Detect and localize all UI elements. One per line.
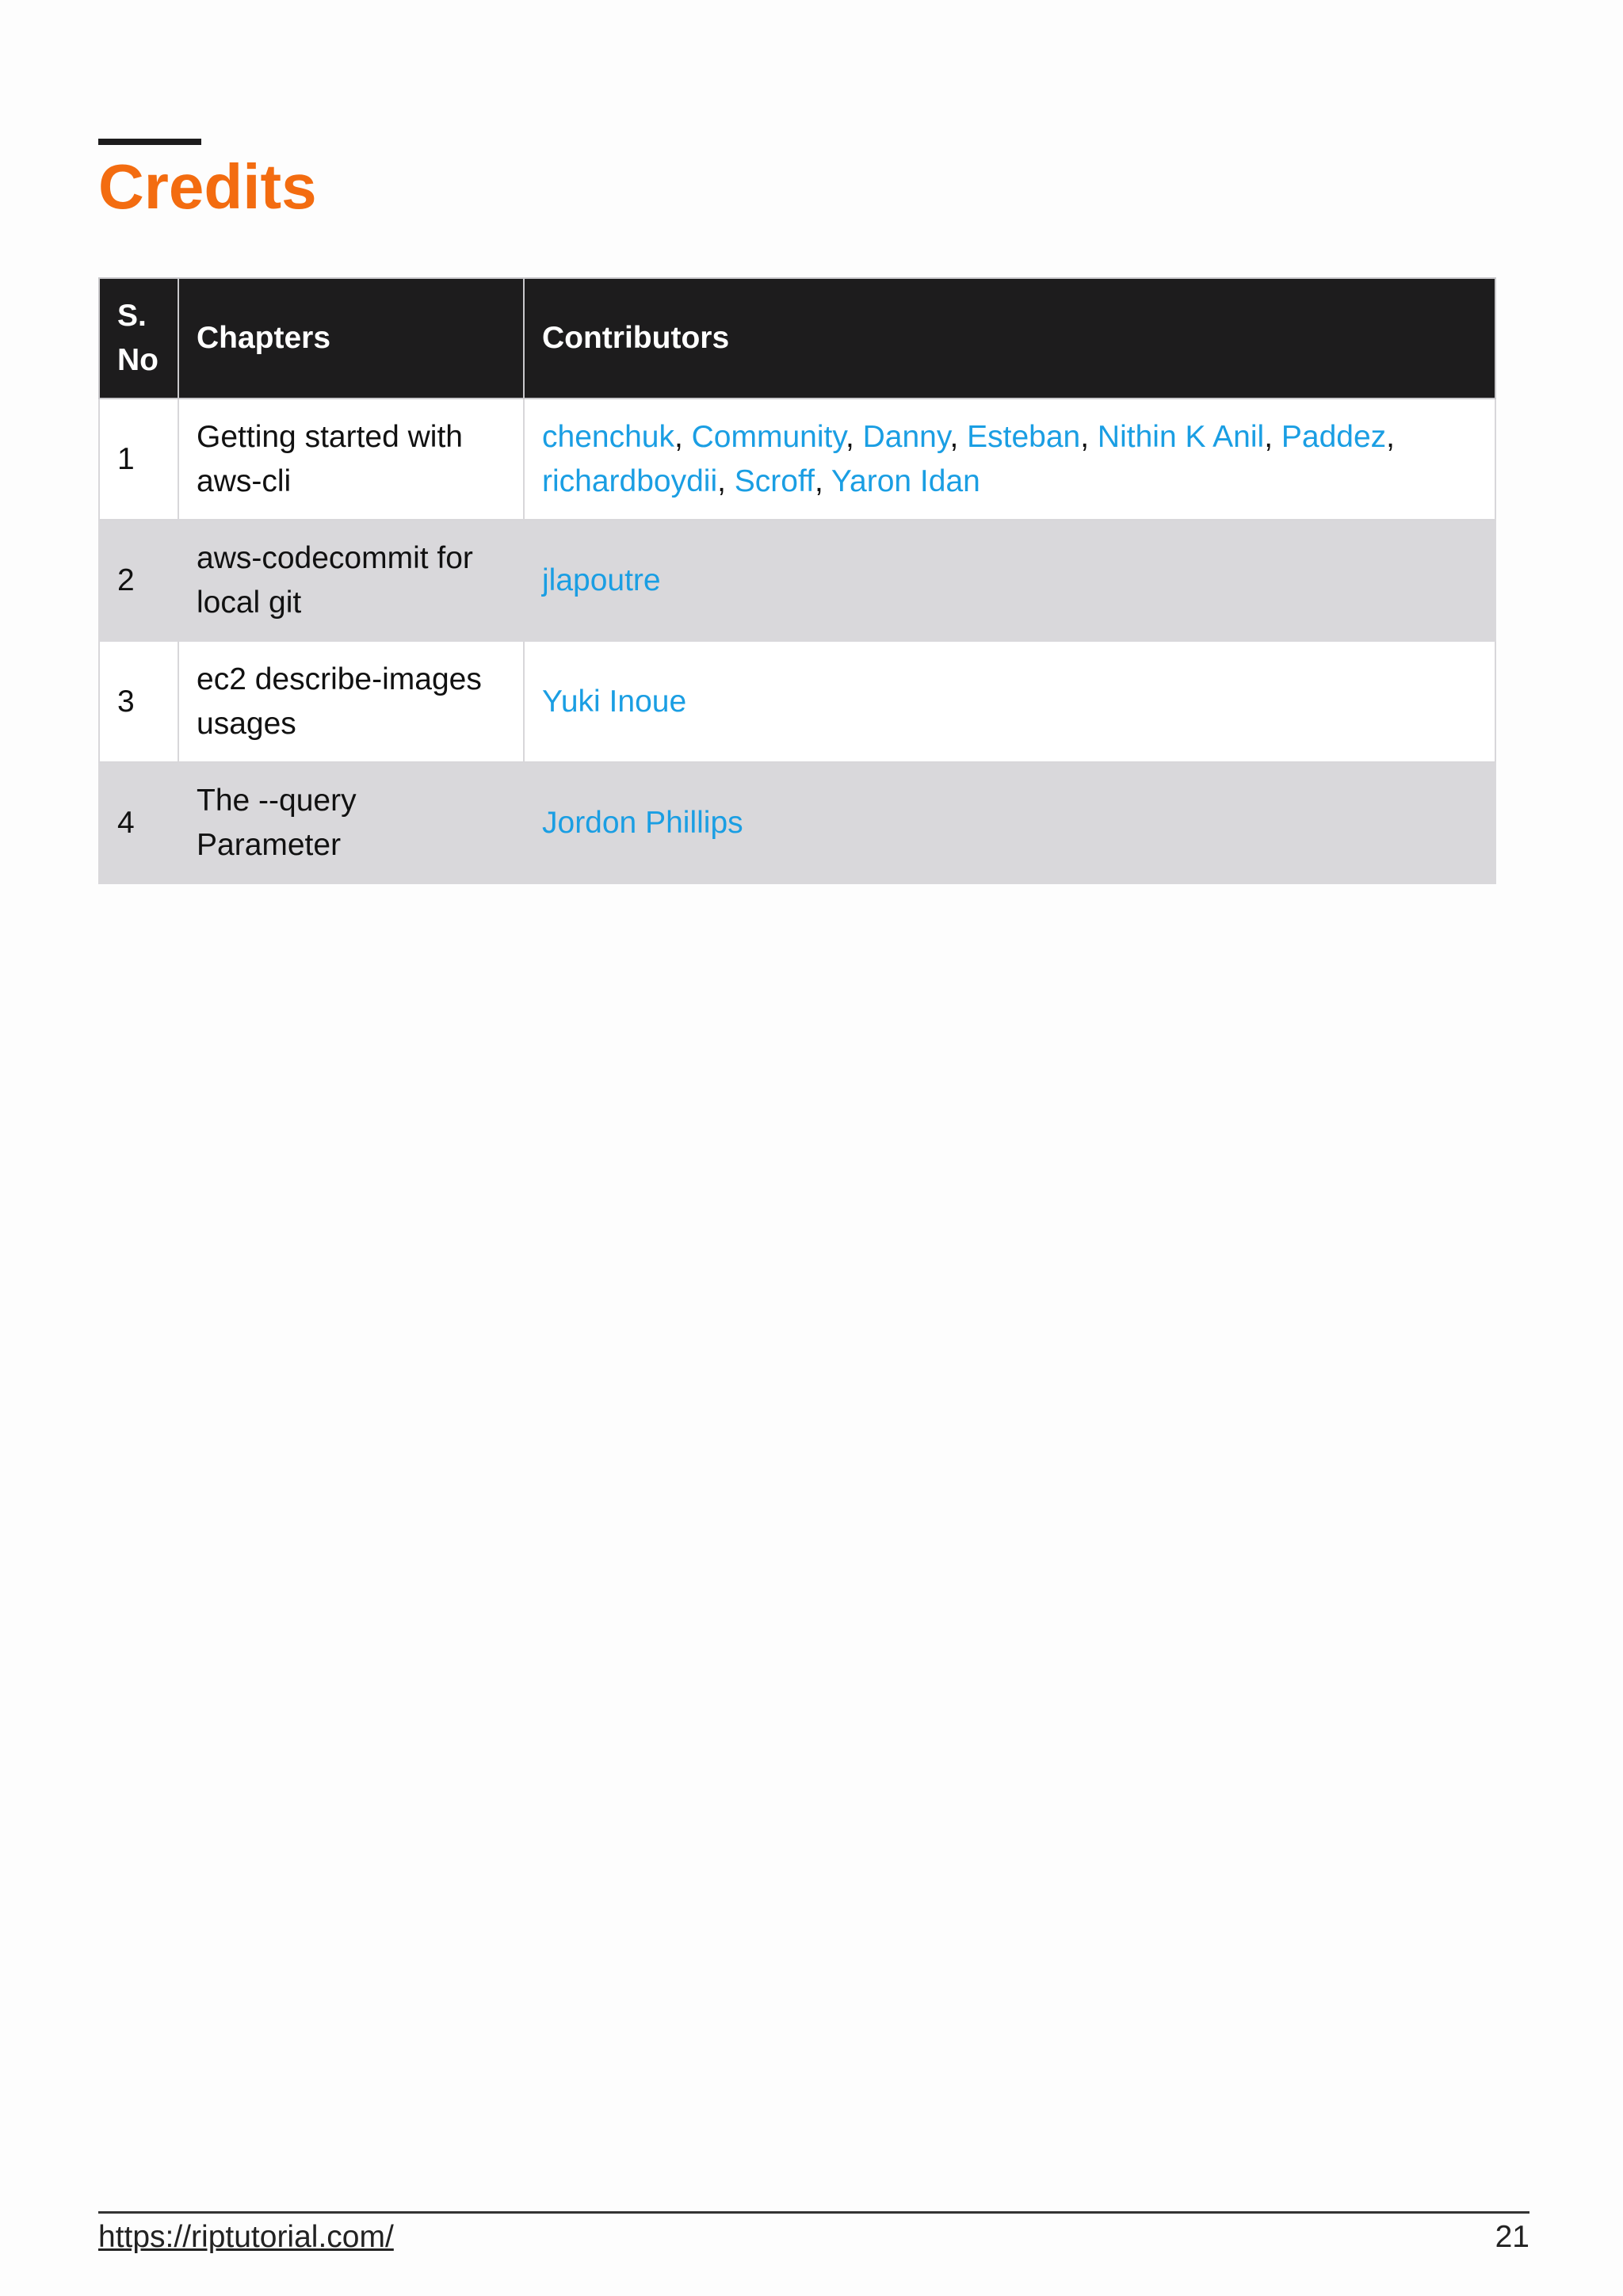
contributor-separator: ,	[1264, 419, 1281, 454]
contributor-link[interactable]: Community	[691, 419, 846, 454]
contributor-link[interactable]: jlapoutre	[542, 563, 661, 597]
contributor-separator: ,	[674, 419, 692, 454]
contributor-link[interactable]: Paddez	[1281, 419, 1387, 454]
table-row	[99, 641, 1495, 762]
table-row	[99, 762, 1495, 883]
row-sno: 4	[99, 762, 178, 883]
footer-url-link[interactable]: https://riptutorial.com/	[98, 2220, 394, 2254]
contributor-link[interactable]: Nithin K Anil	[1097, 419, 1265, 454]
header-contributors: Contributors	[524, 278, 1495, 399]
contributor-link[interactable]: Scroff	[734, 463, 815, 498]
contributor-separator: ,	[717, 463, 735, 498]
page-number: 21	[1495, 2220, 1529, 2254]
contributor-separator: ,	[1386, 419, 1395, 454]
row-chapter: ec2 describe-images usages	[178, 641, 524, 762]
row-contributors	[524, 762, 1495, 883]
row-contributors	[524, 520, 1495, 641]
contributor-link[interactable]: chenchuk	[542, 419, 674, 454]
row-chapter: Getting started with aws-cli	[178, 399, 524, 520]
contributor-separator: ,	[949, 419, 968, 454]
contributor-link[interactable]: Yuki Inoue	[542, 684, 687, 719]
contributor-link[interactable]: Jordon Phillips	[542, 805, 743, 840]
footer-rule	[98, 2211, 1529, 2214]
row-contributors	[524, 399, 1495, 520]
row-chapter: aws-codecommit for local git	[178, 520, 524, 641]
credits-table-header	[99, 278, 1495, 399]
title-rule	[98, 139, 201, 145]
contributor-separator: ,	[1080, 419, 1098, 454]
contributor-separator: ,	[814, 463, 831, 498]
contributor-link[interactable]: Yaron Idan	[831, 463, 980, 498]
row-sno: 3	[99, 641, 178, 762]
row-sno: 2	[99, 520, 178, 641]
contributor-link[interactable]: Danny	[862, 419, 950, 454]
credits-table-body	[99, 399, 1495, 883]
page-title: Credits	[98, 151, 317, 222]
row-sno: 1	[99, 399, 178, 520]
header-sno: S. No	[99, 278, 178, 399]
contributor-separator: ,	[845, 419, 863, 454]
header-chapters: Chapters	[178, 278, 524, 399]
credits-table	[98, 277, 1496, 884]
table-row	[99, 520, 1495, 641]
row-contributors	[524, 641, 1495, 762]
row-chapter: The --query Parameter	[178, 762, 524, 883]
contributor-link[interactable]: Esteban	[967, 419, 1081, 454]
contributor-link[interactable]: richardboydii	[542, 463, 718, 498]
header-row	[99, 278, 1495, 399]
table-row	[99, 399, 1495, 520]
